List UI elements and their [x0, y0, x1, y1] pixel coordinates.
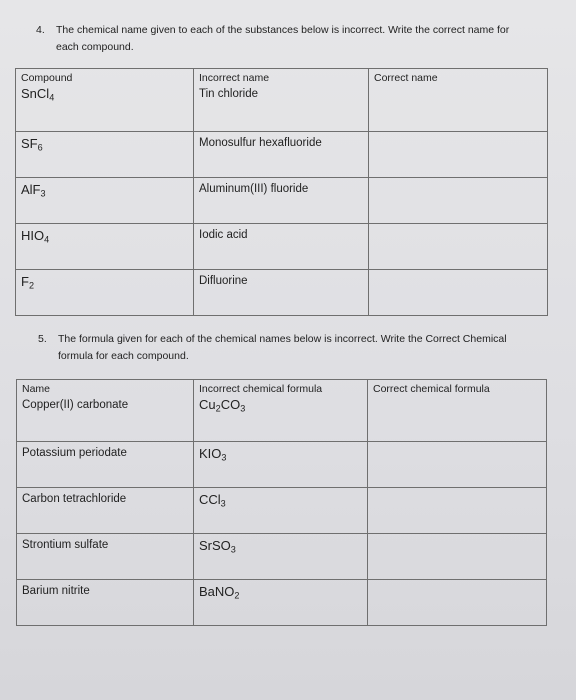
question-4-line-1: The chemical name given to each of the substances below is incorrect. Write the correct name for: [56, 24, 510, 36]
table-row: [17, 580, 547, 626]
chemical-name: Copper(II) carbonate: [22, 399, 129, 411]
table-cell: [16, 69, 194, 132]
table-row: [16, 69, 548, 132]
incorrect-name: Monosulfur hexafluoride: [199, 137, 322, 149]
answer-cell[interactable]: [369, 178, 548, 224]
chemical-name: Carbon tetrachloride: [22, 493, 127, 505]
incorrect-name: Difluorine: [199, 275, 248, 287]
question-5-line-2: formula for each compound.: [58, 350, 189, 362]
answer-cell[interactable]: [368, 534, 547, 580]
table-cell: [16, 270, 194, 316]
formula: $SF_6$: [21, 136, 43, 153]
incorrect-name: Iodic acid: [199, 229, 248, 241]
column-header-correct-formula: Correct chemical formula: [373, 383, 490, 395]
chemical-name: Potassium periodate: [22, 447, 127, 459]
table-cell: [16, 132, 194, 178]
table-row: [17, 442, 547, 488]
table-cell: [17, 488, 194, 534]
answer-cell[interactable]: [368, 488, 547, 534]
answer-cell[interactable]: [369, 132, 548, 178]
table-cell: [17, 534, 194, 580]
chemical-name: Strontium sulfate: [22, 539, 109, 551]
question-4-number: 4.: [36, 24, 45, 36]
table-row: [16, 132, 548, 178]
column-header-compound: Compound: [21, 72, 73, 84]
table-cell: [16, 224, 194, 270]
column-header-name: Name: [22, 383, 51, 395]
question-5-number: 5.: [38, 333, 47, 345]
table-row: [16, 270, 548, 316]
incorrect-name: Tin chloride: [199, 88, 259, 100]
table-row: [17, 488, 547, 534]
table-cell: [194, 380, 368, 442]
table-cell: [17, 380, 194, 442]
answer-cell[interactable]: [368, 580, 547, 626]
table-cell: [194, 488, 368, 534]
formula: $HIO_4$: [21, 228, 50, 245]
table-cell: [17, 442, 194, 488]
formula: AlF$_3$: [21, 182, 46, 199]
answer-cell[interactable]: [368, 442, 547, 488]
table-row: [16, 178, 548, 224]
table-row: [16, 224, 548, 270]
formula: BaNO$_2$: [199, 584, 240, 601]
table-q5: [16, 379, 547, 626]
table-q4: [15, 68, 548, 316]
formula: $F_2$: [21, 274, 35, 291]
table-row: [17, 534, 547, 580]
chemical-name: Barium nitrite: [22, 585, 90, 597]
table-cell: [194, 580, 368, 626]
column-header-incorrect-formula: Incorrect chemical formula: [199, 383, 323, 395]
table-cell: [194, 270, 369, 316]
table-cell: [194, 178, 369, 224]
table-cell: [194, 442, 368, 488]
incorrect-name: Aluminum(III) fluoride: [199, 183, 309, 195]
question-4-line-2: each compound.: [56, 41, 134, 53]
formula: CCl$_3$: [199, 492, 226, 509]
table-row: [17, 380, 547, 442]
table-cell: [17, 580, 194, 626]
formula: $KIO_3$: [199, 446, 227, 463]
table-cell: [16, 178, 194, 224]
formula: $Cu_2CO_3$: [199, 397, 246, 414]
answer-cell[interactable]: [369, 270, 548, 316]
column-header-correct-name: Correct name: [374, 72, 438, 84]
question-5-line-1: The formula given for each of the chemical names below is incorrect. Write the Correct Chemical: [58, 333, 507, 345]
column-header-incorrect-name: Incorrect name: [199, 72, 270, 84]
answer-cell[interactable]: [368, 380, 547, 442]
formula: SrSO$_3$: [199, 538, 236, 555]
table-cell: [194, 224, 369, 270]
table-cell: [194, 69, 369, 132]
table-cell: [194, 132, 369, 178]
table-cell: [194, 534, 368, 580]
answer-cell[interactable]: [369, 224, 548, 270]
answer-cell[interactable]: [369, 69, 548, 132]
formula: SnCl$_4$: [21, 86, 55, 103]
